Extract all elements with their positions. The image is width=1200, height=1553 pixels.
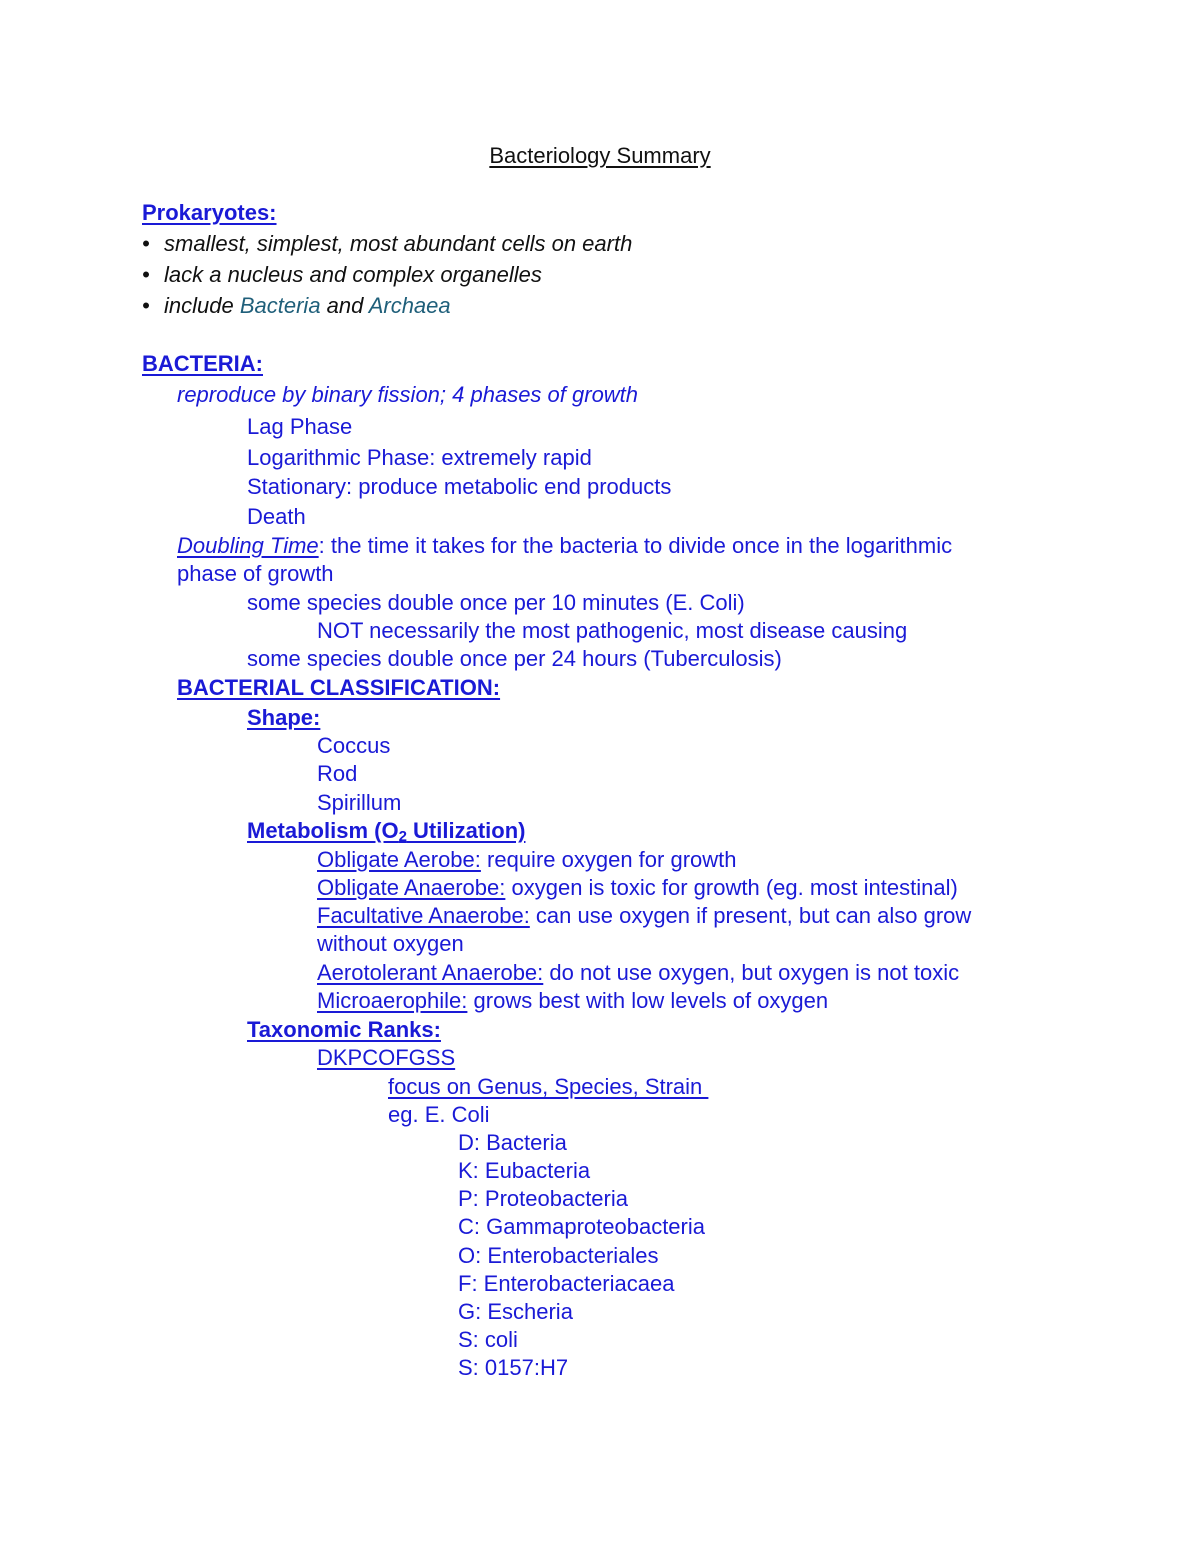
metabolism-aerotolerant-anaerobe [317,960,959,986]
metabolism-term: Obligate Aerobe: [317,847,481,872]
taxonomy-example: eg. E. Coli [388,1102,490,1127]
metabolism-facultative-anaerobe [317,903,971,929]
prokaryotes-bullet-3 [142,293,451,319]
bullet-text: and [320,293,369,318]
metabolism-heading [247,818,525,844]
bullet-text: smallest, simplest, most abundant cells on earth [164,231,633,256]
doubling-example-tb: some species double once per 24 hours (Tuberculosis) [247,646,782,671]
rank-strain: S: 0157:H7 [458,1355,569,1380]
taxonomy-acronym: DKPCOFGSS [317,1045,456,1070]
rank-kingdom: K: Eubacteria [458,1158,591,1183]
bullet-icon: • [142,231,150,256]
phase-death: Death [247,504,306,529]
rank-order: O: Enterobacteriales [458,1243,659,1268]
metabolism-microaerophile [317,988,828,1014]
page-title: Bacteriology Summary [489,143,711,168]
rank-phylum: P: Proteobacteria [458,1186,628,1211]
taxonomy-focus: focus on Genus, Species, Strain [388,1074,709,1099]
metabolism-def: can use oxygen if present, but can also grow [529,903,972,928]
bullet-icon: • [142,293,150,318]
doubling-time-def-cont: phase of growth [177,561,334,586]
bacteria-heading: BACTERIA: [142,351,263,376]
classification-heading: BACTERIAL CLASSIFICATION: [177,675,501,700]
shape-coccus: Coccus [317,733,391,758]
archaea-term: Archaea [368,293,451,318]
rank-family: F: Enterobacteriacaea [458,1271,675,1296]
bullet-text: lack a nucleus and complex organelles [164,262,542,287]
phase-lag: Lag Phase [247,414,353,439]
metabolism-facultative-cont: without oxygen [317,931,464,956]
doubling-example-ecoli: some species double once per 10 minutes (E. Coli) [247,590,745,615]
taxonomy-heading: Taxonomic Ranks: [247,1017,441,1042]
shape-spirillum: Spirillum [317,790,402,815]
metabolism-obligate-aerobe [317,847,736,873]
bullet-text: include [164,293,240,318]
shape-rod: Rod [317,761,358,786]
doubling-time-line [177,533,952,559]
prokaryotes-bullet-2 [142,262,542,288]
bacteria-term: Bacteria [239,293,321,318]
metabolism-obligate-anaerobe [317,875,958,901]
rank-domain: D: Bacteria [458,1130,567,1155]
metabolism-term: Facultative Anaerobe: [317,903,530,928]
bullet-icon: • [142,262,150,287]
doubling-time-def: : the time it takes for the bacteria to divide once in the logarithmic [318,533,953,558]
doubling-example-note: NOT necessarily the most pathogenic, most disease causing [317,618,908,643]
metabolism-term: Obligate Anaerobe: [317,875,506,900]
doubling-time-term: Doubling Time [177,533,319,558]
metabolism-def: grows best with low levels of oxygen [467,988,829,1013]
shape-heading: Shape: [247,705,321,730]
rank-class: C: Gammaproteobacteria [458,1214,705,1239]
metabolism-heading-subscript: 2 [398,828,407,845]
metabolism-term: Aerotolerant Anaerobe: [317,960,544,985]
phase-stationary: Stationary: produce metabolic end products [247,474,672,499]
metabolism-term: Microaerophile: [317,988,468,1013]
metabolism-heading-text: Metabolism (O [247,818,399,843]
metabolism-heading-text: Utilization) [406,818,526,843]
reproduce-line: reproduce by binary fission; 4 phases of growth [177,382,639,407]
prokaryotes-bullet-1 [142,231,632,257]
metabolism-def: do not use oxygen, but oxygen is not toxic [543,960,960,985]
rank-species: S: coli [458,1327,518,1352]
rank-genus: G: Escheria [458,1299,573,1324]
phase-logarithmic: Logarithmic Phase: extremely rapid [247,445,592,470]
prokaryotes-heading: Prokaryotes: [142,200,277,225]
metabolism-def: oxygen is toxic for growth (eg. most intestinal) [505,875,958,900]
metabolism-def: require oxygen for growth [480,847,737,872]
